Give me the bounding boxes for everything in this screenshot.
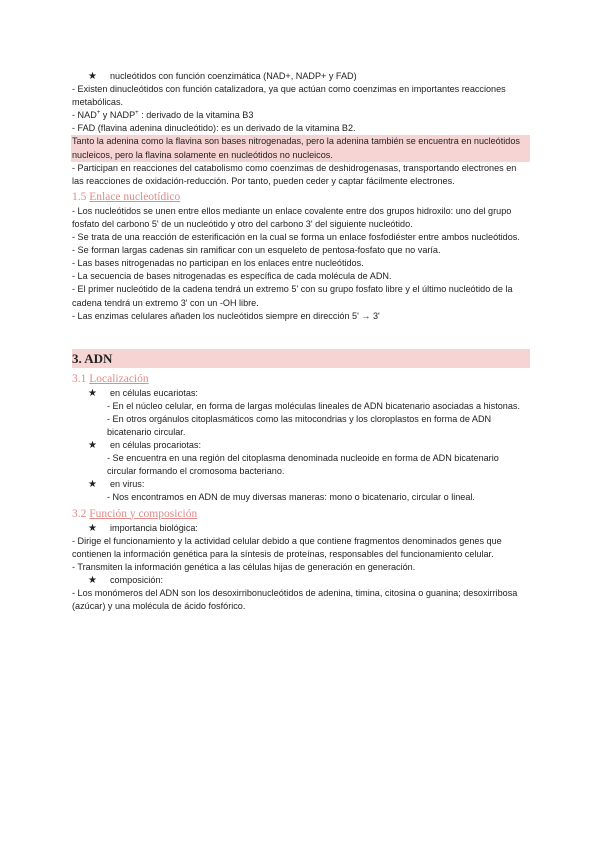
paragraph: - Las enzimas celulares añaden los nucleótidos siempre en dirección 5' → 3' bbox=[72, 310, 380, 321]
star-icon: ★ bbox=[88, 387, 97, 399]
star-icon: ★ bbox=[88, 440, 97, 452]
list-item: ★ nucleótidos con función coenzimática (NAD+, NADP+ y FAD) bbox=[88, 71, 357, 82]
paragraph: - Existen dinucleótidos con función catalizadora, ya que actúan como coenzimas en importantes reacciones metabólicas. bbox=[72, 84, 506, 108]
list-item: ★ en células eucariotas: bbox=[88, 387, 198, 399]
star-icon: ★ bbox=[88, 522, 97, 534]
paragraph: - NAD+ y NADP+ : derivado de la vitamina B3 bbox=[72, 110, 254, 121]
paragraph: - Se trata de una reacción de esterificación en la cual se forma un enlace fosfodiéster entre ambos nucleótidos. bbox=[72, 232, 520, 243]
highlighted-paragraph: Tanto la adenina como la flavina son bases nitrogenadas, pero la adenina también se encuentra en nucleótidos nucleicos, pero la flavina solamente en nucleótidos no nucleicos. bbox=[71, 135, 530, 161]
paragraph: - Transmiten la información genética a las células hijas de generación en generación. bbox=[72, 561, 416, 572]
star-icon: ★ bbox=[88, 479, 97, 491]
list-item: ★ importancia biológica: bbox=[88, 522, 198, 534]
paragraph: - En otros orgánulos citoplasmáticos como las mitocondrias y los cloroplastos en forma de ADN bicatenario circular. bbox=[107, 413, 492, 437]
paragraph: - En el núcleo celular, en forma de largas moléculas lineales de ADN bicatenario asociadas a histonas. bbox=[107, 400, 520, 411]
paragraph: - Nos encontramos en ADN de muy diversas maneras: mono o bicatenario, circular o lineal. bbox=[107, 492, 475, 503]
list-item: ★ en virus: bbox=[88, 479, 145, 491]
spacer bbox=[72, 323, 530, 349]
list-item: ★ en células procariotas: bbox=[88, 440, 201, 452]
paragraph: - Los nucleótidos se unen entre ellos mediante un enlace covalente entre dos grupos hidroxilo: uno del grupo fosfato del carbono 5' de un nucleótido y otro del carbono 3' del siguiente nucleótido. bbox=[72, 205, 512, 229]
paragraph: - El primer nucleótido de la cadena tendrá un extremo 5' con su grupo fosfato libre y el último nucleótido de la cadena tendrá un extremo 3' con un -OH libre. bbox=[72, 284, 513, 308]
star-icon: ★ bbox=[88, 574, 97, 586]
paragraph: - La secuencia de bases nitrogenadas es específica de cada molécula de ADN. bbox=[72, 271, 392, 282]
list-item: ★ composición: bbox=[88, 574, 164, 586]
paragraph: - Dirige el funcionamiento y la actividad celular debido a que contiene fragmentos denominados genes que contienen la información genética para la síntesis de proteínas, responsables del funcionamiento celular. bbox=[72, 535, 502, 559]
document-page bbox=[72, 70, 530, 613]
section-heading-enlace: 1.5 Enlace nucleotídico bbox=[72, 190, 181, 203]
section-heading-localizacion: 3.1 Localización bbox=[72, 372, 149, 385]
paragraph: - Se encuentra en una región del citoplasma denominada nucleoide en forma de ADN bicatenario circular formando el cromosoma bacteriano. bbox=[107, 453, 499, 477]
paragraph: - FAD (flavina adenina dinucleótido): es un derivado de la vitamina B2. bbox=[72, 123, 356, 134]
paragraph: - Participan en reacciones del catabolismo como coenzimas de deshidrogenasas, transportando electrones en las reacciones de oxidación-reducción. Por tanto, pueden ceder y captar fácilmente electrones. bbox=[72, 162, 517, 186]
paragraph: - Se forman largas cadenas sin ramificar con un esqueleto de pentosa-fosfato que no varía. bbox=[72, 245, 441, 256]
page-title: 3. ADN bbox=[72, 349, 530, 368]
section-heading-funcion: 3.2 Función y composición bbox=[72, 507, 198, 520]
star-icon: ★ bbox=[88, 71, 97, 82]
paragraph: - Los monómeros del ADN son los desoxirribonucleótidos de adenina, timina, citosina o guanina; desoxirribosa (azúcar) y una molécula de ácido fosfórico. bbox=[72, 588, 518, 612]
paragraph: - Las bases nitrogenadas no participan en los enlaces entre nucleótidos. bbox=[72, 258, 364, 269]
